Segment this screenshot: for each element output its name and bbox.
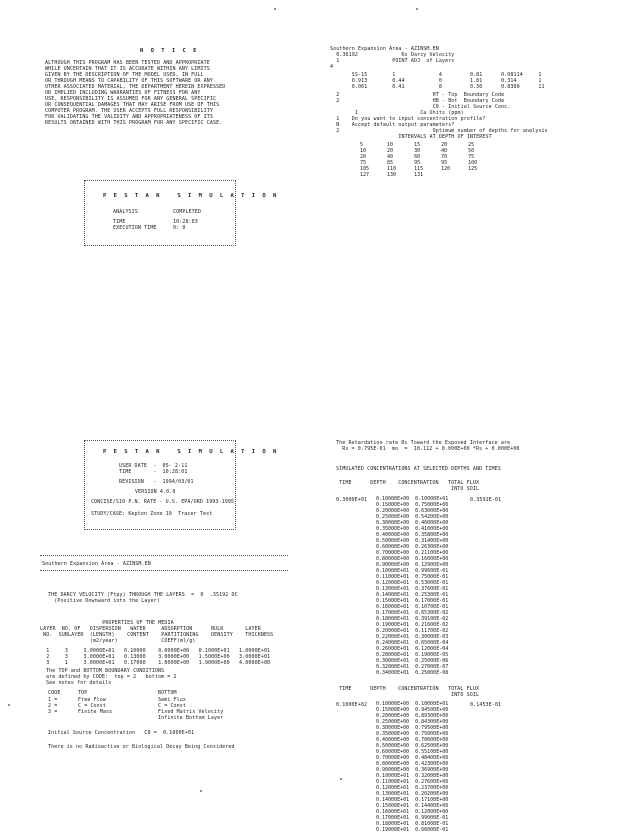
concentration-table-2 <box>376 701 448 833</box>
concentration-cell: 0.15000E+01 <box>376 598 410 604</box>
properties-header: LAYER NO. OF DISPERSION WATER ADSORPTION BULK LAYER <box>40 626 261 632</box>
concentration-cell: 0.26300E+00 <box>415 544 449 550</box>
concentration-cell: 0.10000E+01 <box>376 568 410 574</box>
concentration-cell: 0.75000E+00 <box>415 731 449 737</box>
concentration-cell: 0.81000E-01 <box>415 821 449 827</box>
concentration-cell: 0.65300E-02 <box>415 610 449 616</box>
depth-interval-row <box>360 172 477 178</box>
depth-interval-cell <box>441 172 468 178</box>
concentration-cell: 0.94500E+00 <box>415 707 449 713</box>
block-flux: 0.3591E-01 <box>470 497 502 503</box>
input-line: 1 POINT ADJ of Layers <box>330 58 455 64</box>
sim-line: TIME - 10:28:01 <box>119 469 188 475</box>
code-cell: Free Flow <box>78 697 106 703</box>
section-title: Southern Expansion Area - AZINSM.EN <box>42 561 151 567</box>
properties-row: 1 3 3.0000E+01 0.10000 0.0000E+00 0.1000E+01 1.0000E+01 <box>40 648 271 654</box>
notice-line: OR CONSEQUENTIAL DAMAGES THAT MAY ARISE FROM USE OF THIS <box>45 102 220 108</box>
input-line: 0.36192 Ks Darcy Velocity <box>330 52 455 58</box>
concentration-cell: 0.70000E+00 <box>376 550 410 556</box>
concentration-cell: 0.63000E+00 <box>415 508 449 514</box>
concentration-cell: 0.25000E+00 <box>376 719 410 725</box>
initial-concentration: Initial Source Concentration C0 = 0.1000E+01 <box>48 730 195 736</box>
concentration-cell: 0.30000E+00 <box>376 725 410 731</box>
concentration-cell: 0.26000E+01 <box>376 646 410 652</box>
depth-interval-cell: 10 <box>387 142 394 148</box>
dotted-rule <box>40 555 288 556</box>
concentration-cell: 0.70600E+00 <box>415 737 449 743</box>
scan-speck <box>200 790 202 792</box>
concentration-cell: 0.80000E+00 <box>376 761 410 767</box>
notice-line: WHILE UNCERTAIN THAT IT IS ACCURATE WITHIN ANY LIMITS <box>45 66 210 72</box>
decay-footnote: There is no Radioactive or Biological Decay Being Considered <box>48 744 235 750</box>
sim-line: STUDY/CASE: Kepton Zone 10 Tracer Test <box>91 511 213 517</box>
depth-interval-cell: 75 <box>468 154 475 160</box>
scan-speck <box>340 778 342 780</box>
concentration-cell: 0.18000E+01 <box>376 616 410 622</box>
concentration-cell: 0.35000E+00 <box>376 731 410 737</box>
code-col-header: CODE <box>48 690 61 696</box>
concentration-cell: 0.10700E-01 <box>415 604 449 610</box>
concentration-cell: 0.89300E+00 <box>415 713 449 719</box>
sim-line: CONCISE/S10 P.N. RATE - U.S. EPA/ORD 1993-1995 <box>91 499 235 505</box>
code-cell: Semi Flux <box>158 697 186 703</box>
concentration-cell: 0.10000E+01 <box>415 701 449 707</box>
notice-line: GIVEN BY THE DESCRIPTION OF THE MODEL USED, IN FULL <box>45 72 204 78</box>
concentration-cell: 0.79500E+00 <box>415 725 449 731</box>
code-cell: Infinite Bottom Layer <box>158 715 224 721</box>
concentration-cell: 0.17000E-01 <box>415 598 449 604</box>
concentration-cell: 0.15000E+00 <box>376 502 410 508</box>
concentration-cell: 0.12000E+00 <box>415 809 449 815</box>
code-cell: 2 = <box>48 703 58 709</box>
boundary-intro: are defined by CODE: top = 2 bottom = 2 <box>46 674 177 680</box>
concentration-cell: 0.50000E+00 <box>376 743 410 749</box>
concentration-cell: 0.19000E-05 <box>415 652 449 658</box>
concentration-cell: 0.62500E+00 <box>415 743 449 749</box>
concentration-cell: 0.13000E+01 <box>376 791 410 797</box>
concentration-cell: 0.20200E+00 <box>415 791 449 797</box>
depth-interval-cell: 120 <box>441 166 451 172</box>
results-col-header: TIME DEPTH CONCENTRATION TOTAL FLUX <box>336 480 480 486</box>
concentration-cell: 0.21600E-02 <box>415 622 449 628</box>
concentration-cell: 0.66000E-01 <box>415 827 449 833</box>
code-cell: 1 = <box>48 697 58 703</box>
depth-interval-grid <box>360 142 477 178</box>
depth-interval-cell: 131 <box>414 172 424 178</box>
concentration-cell: 0.84300E+00 <box>415 719 449 725</box>
status-heading: P E S T A N S I M U L A T I O N <box>103 193 279 199</box>
concentration-cell: 0.17000E+01 <box>376 610 410 616</box>
concentration-cell: 0.15000E+01 <box>376 803 410 809</box>
concentration-cell: 0.25000E-06 <box>415 658 449 664</box>
concentration-cell: 0.12900E+00 <box>415 562 449 568</box>
depth-interval-cell: 95 <box>441 160 448 166</box>
results-col-header: INTO SOIL <box>336 692 480 698</box>
depth-interval-cell: 20 <box>360 154 367 160</box>
concentration-cell: 0.14400E+00 <box>415 803 449 809</box>
concentration-cell: 0.34000E+01 <box>376 670 410 676</box>
concentration-cell: 0.99000E-01 <box>415 815 449 821</box>
sim-line: VERSION 4.0.0 <box>135 489 176 495</box>
concentration-cell: 0.35000E+00 <box>376 526 410 532</box>
depth-interval-cell: 130 <box>387 172 397 178</box>
concentration-cell: 0.23700E+00 <box>415 785 449 791</box>
concentration-cell: 0.55100E+00 <box>415 749 449 755</box>
depth-interval-cell: 100 <box>468 160 478 166</box>
input-line: 4 <box>330 64 334 70</box>
concentration-cell: 0.50000E+00 <box>376 538 410 544</box>
concentration-cell: 0.20000E+01 <box>376 628 410 634</box>
concentration-cell: 0.25300E-01 <box>415 592 449 598</box>
notice-line: RESULTS OBTAINED WITH THIS PROGRAM FOR ANY SPECIFIC CASE. <box>45 120 223 126</box>
depth-interval-cell: 50 <box>468 148 475 154</box>
input-line: INTERVALS AT DEPTH OF INTEREST <box>330 134 492 140</box>
concentration-cell: 0.90000E+00 <box>376 767 410 773</box>
code-cell: C = Const <box>78 703 106 709</box>
input-line: C0 - Initial Source Conc. <box>330 104 511 110</box>
notice-line: FOR VALIDATING THE VALIDITY AND APPROPRIATENESS OF ITS <box>45 114 213 120</box>
notice-line: OTHER ASSOCIATED MATERIAL, THE DEPARTMENT HEREIN EXPRESSED <box>45 84 226 90</box>
status-value: COMPLETED <box>173 209 201 215</box>
concentration-cell: 0.37600E-01 <box>415 586 449 592</box>
notice-line: OR IMPLIED INCLUDING WARRANTIES OF FITNESS FOR ANY <box>45 90 201 96</box>
velocity-line: THE DARCY VELOCITY (Ftpy) THROUGH THE LAYERS = 0 .35192 OC <box>48 592 238 598</box>
depth-interval-cell: 125 <box>468 166 478 172</box>
concentration-cell: 0.17000E+01 <box>376 815 410 821</box>
status-label: TIME <box>113 219 126 225</box>
concentration-cell: 0.25000E-08 <box>415 670 449 676</box>
input-line: N Accept default output parameters? <box>330 122 455 128</box>
depth-interval-cell: 85 <box>387 160 394 166</box>
concentration-cell: 0.60000E+00 <box>376 544 410 550</box>
scan-speck <box>274 8 276 10</box>
notice-heading: N O T I C E <box>140 48 199 54</box>
block-time: 0.1000E+02 <box>336 702 368 708</box>
concentration-cell: 0.36900E+00 <box>415 767 449 773</box>
code-cell: C = Const <box>158 703 186 709</box>
concentration-cell: 0.25000E+00 <box>376 514 410 520</box>
concentration-cell: 0.30000E-03 <box>415 634 449 640</box>
input-line: 0.061 0.41 8 0.30 0.8300 11 <box>330 84 545 90</box>
retardation-line: Rs = 0.795E-01 mo = 10.112 + 0.000E+00 *Rs + 0.000E+00 <box>336 446 520 452</box>
concentration-cell: 0.30000E+01 <box>376 658 410 664</box>
depth-interval-cell: 60 <box>414 154 421 160</box>
concentration-cell: 0.40000E+00 <box>376 532 410 538</box>
depth-interval-cell: 110 <box>387 166 397 172</box>
status-value: 10:28:03 <box>173 219 198 225</box>
concentration-cell: 0.12000E-04 <box>415 646 449 652</box>
concentration-cell: 0.16000E+01 <box>376 604 410 610</box>
code-col-header: TOP <box>78 690 88 696</box>
depth-interval-cell: 95 <box>414 160 421 166</box>
boundary-intro: See notes for details <box>46 680 112 686</box>
concentration-cell: 0.12000E+01 <box>376 785 410 791</box>
depth-interval-cell: 40 <box>387 154 394 160</box>
code-col-header: BOTTOM <box>158 690 177 696</box>
properties-row: 2 3 3.0000E+01 0.13000 3.0000E+00 1.5000E+00 3.0000E+01 <box>40 654 271 660</box>
concentration-cell: 0.31400E+00 <box>415 538 449 544</box>
block-time: 0.3000E+01 <box>336 497 368 503</box>
concentration-cell: 0.90000E+00 <box>376 562 410 568</box>
concentration-cell: 0.14000E+01 <box>376 592 410 598</box>
concentration-cell: 0.12000E+01 <box>376 580 410 586</box>
concentration-row <box>376 827 448 833</box>
depth-interval-cell: 115 <box>414 166 424 172</box>
properties-header: PROPERTIES OF THE MEDIA <box>40 620 174 626</box>
input-line: SS-15 1 4 0.81 0.08114 1 <box>330 72 542 78</box>
input-line: 1 Ca Units (ppm) <box>330 110 464 116</box>
dotted-rule <box>40 570 288 571</box>
boundary-intro: The TOP and BOTTOM BOUNDARY CONDITIONS <box>46 668 165 674</box>
sim-line: USER DATE - 05- 2-11 <box>119 463 188 469</box>
notice-line: OR THROUGH MEANS TO CAPABILITY OF THIS SOFTWARE OR ANY <box>45 78 213 84</box>
concentration-cell: 0.20000E+00 <box>376 508 410 514</box>
concentration-cell: 0.53000E-01 <box>415 580 449 586</box>
depth-interval-cell: 15 <box>414 142 421 148</box>
input-line: 2 HT - Top Boundary Code <box>330 92 505 98</box>
input-line: 2 Optimum number of depths for analysis <box>330 128 548 134</box>
depth-interval-cell: 75 <box>360 160 367 166</box>
concentration-table-1 <box>376 496 448 676</box>
block-flux: 0.1453E-01 <box>470 702 502 708</box>
results-col-header: TIME DEPTH CONCENTRATION TOTAL FLUX <box>336 686 480 692</box>
input-line: 2 HB - Bot Boundary Code <box>330 98 505 104</box>
concentration-cell: 0.46000E+00 <box>415 520 449 526</box>
concentration-cell: 0.70000E+00 <box>376 755 410 761</box>
input-line: Southern Expansion Area - AZINSM.EN <box>330 46 439 52</box>
depth-interval-cell: 70 <box>441 154 448 160</box>
status-box <box>84 180 279 246</box>
concentration-cell: 0.27000E-07 <box>415 664 449 670</box>
notice-line: ALTHOUGH THIS PROGRAM HAS BEEN TESTED AND APPROPRIATE <box>45 60 210 66</box>
code-cell: 3 = <box>48 709 58 715</box>
concentration-cell: 0.30000E+00 <box>376 520 410 526</box>
concentration-cell: 0.16000E+01 <box>376 809 410 815</box>
concentration-cell: 0.11700E-02 <box>415 628 449 634</box>
concentration-cell: 0.41000E+00 <box>415 526 449 532</box>
concentration-cell: 0.42300E+00 <box>415 761 449 767</box>
depth-interval-cell: 20 <box>441 142 448 148</box>
concentration-cell: 0.10000E+01 <box>376 773 410 779</box>
concentration-cell: 0.75000E-01 <box>415 574 449 580</box>
concentration-cell: 0.21100E+00 <box>415 550 449 556</box>
concentration-cell: 0.10000E+00 <box>376 496 410 502</box>
notice-line: USE, RESPONSIBILITY IS ASSUMED FOR ANY GENERAL SPECIFIC <box>45 96 217 102</box>
concentration-row <box>376 670 448 676</box>
concentration-cell: 0.18000E+01 <box>376 821 410 827</box>
depth-interval-cell: 105 <box>360 166 370 172</box>
notice-line: COMPUTER PROGRAM. THE USER ACCEPTS FULL RESPONSIBILITY <box>45 108 213 114</box>
concentration-cell: 0.80000E+00 <box>376 556 410 562</box>
depth-interval-cell <box>468 172 477 178</box>
status-label: ANALYSIS <box>113 209 138 215</box>
concentration-cell: 0.11000E+01 <box>376 779 410 785</box>
properties-row: 3 1 3.0000E+01 0.17000 1.0000E+00 1.9000E+00 4.0000E+00 <box>40 660 271 666</box>
concentration-cell: 0.99600E-01 <box>415 568 449 574</box>
concentration-cell: 0.22000E+01 <box>376 634 410 640</box>
concentration-cell: 0.14000E+01 <box>376 797 410 803</box>
code-cell: Fixed Matrix Velocity <box>158 709 224 715</box>
concentration-cell: 0.40000E+00 <box>376 737 410 743</box>
concentration-cell: 0.27600E+00 <box>415 779 449 785</box>
input-line: 0.913 0.44 0 1.81 0.314 1 <box>330 78 542 84</box>
sim-line: REVISION - 1994/03/01 <box>119 479 194 485</box>
velocity-sub: (Positive Downward into the Layer) <box>48 598 160 604</box>
concentration-cell: 0.28000E+01 <box>376 652 410 658</box>
sim-heading: P E S T A N S I M U L A T I O N <box>103 449 279 455</box>
scan-speck <box>416 8 418 10</box>
concentration-cell: 0.65000E-04 <box>415 640 449 646</box>
scan-speck <box>8 704 10 706</box>
concentration-cell: 0.32000E+01 <box>376 664 410 670</box>
concentration-cell: 0.24000E+01 <box>376 640 410 646</box>
concentration-cell: 0.10000E+01 <box>415 496 449 502</box>
concentration-cell: 0.19000E+01 <box>376 622 410 628</box>
results-title: SIMULATED CONCENTRATIONS AT SELECTED DEPTHS AND TIMES <box>336 466 501 472</box>
depth-interval-cell: 5 <box>360 142 364 148</box>
concentration-cell: 0.16000E+00 <box>415 556 449 562</box>
concentration-cell: 0.35800E+00 <box>415 532 449 538</box>
concentration-cell: 0.48400E+00 <box>415 755 449 761</box>
depth-interval-cell: 20 <box>387 148 394 154</box>
sim-header-box <box>84 440 279 530</box>
concentration-cell: 0.54200E+00 <box>415 514 449 520</box>
concentration-cell: 0.13000E+01 <box>376 586 410 592</box>
status-label: EXECUTION TIME <box>113 225 157 231</box>
concentration-cell: 0.39100E-02 <box>415 616 449 622</box>
status-value: 0: 0 <box>173 225 186 231</box>
results-col-header: INTO SOIL <box>336 486 480 492</box>
concentration-cell: 0.10000E+00 <box>376 701 410 707</box>
depth-interval-cell: 40 <box>441 148 448 154</box>
concentration-cell: 0.15000E+00 <box>376 707 410 713</box>
concentration-cell: 0.75000E+00 <box>415 502 449 508</box>
concentration-cell: 0.11000E+01 <box>376 574 410 580</box>
properties-header: (m2/year) COEFF(ml/g) <box>40 638 196 644</box>
properties-header: NO. SUBLAYER (LENGTH) CONTENT PARTITIONING DENSITY THICKNESS <box>40 632 274 638</box>
depth-interval-cell: 127 <box>360 172 370 178</box>
retardation-line: The Retardation rate Rs Toward the Exposed Interface are <box>336 440 511 446</box>
concentration-cell: 0.60000E+00 <box>376 749 410 755</box>
concentration-cell: 0.17100E+00 <box>415 797 449 803</box>
code-cell: Finite Mass <box>78 709 113 715</box>
depth-interval-cell: 25 <box>468 142 475 148</box>
depth-interval-cell: 10 <box>360 148 367 154</box>
concentration-cell: 0.32000E+00 <box>415 773 449 779</box>
concentration-cell: 0.20000E+00 <box>376 713 410 719</box>
concentration-cell: 0.19000E+01 <box>376 827 410 833</box>
input-line: 1 Do you want to input concentration profile? <box>330 116 486 122</box>
depth-interval-cell: 30 <box>414 148 421 154</box>
